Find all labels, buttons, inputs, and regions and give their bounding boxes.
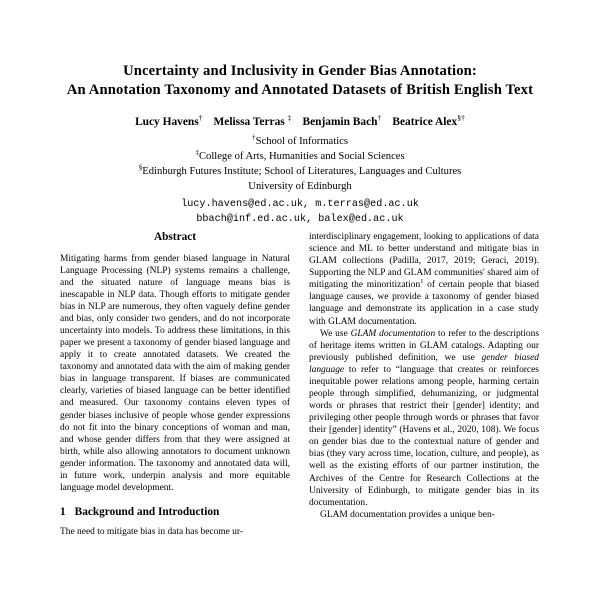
term-gender-biased-language: gender biased language — [309, 352, 539, 375]
author-3-marker: † — [377, 112, 382, 122]
paper-header — [0, 0, 600, 228]
right-para-2-seg-3: to refer to “language that creates or reinforces inequitable power relations among people, harming certain people through simplified, dehumanizing, or judgmental words or phrases that restrict their [gender] identity; and privileging other people through words or phrases that favor their [gender] identity” (Havens et al., 2020, 108). We focus on gender bias due to the contextual nature of gender and bias (they vary across time, location, culture, and people), as well as the existing efforts of our partner institution, the Archives of the Centre for Research Collections at the University of Edinburgh, to mitigate gender bias in its documentation. — [309, 364, 539, 508]
affiliation-3-text: Edinburgh Futures Institute; School of Literatures, Languages and Cultures — [142, 166, 462, 178]
title-line-1: Uncertainty and Inclusivity in Gender Bias Annotation: — [123, 63, 477, 79]
right-para-1-suffix: of certain people that biased language causes, we provide a taxonomy of gender biased language and demonstrate its application in a case study with GLAM documentation. — [309, 280, 539, 327]
email-line-2: bbach@inf.ed.ac.uk, balex@ed.ac.uk — [196, 214, 404, 226]
abstract-text: Mitigating harms from gender biased language in Natural Language Processing (NLP) systems remains a challenge, and the situated nature of language means bias is inescapable in NLP data. Though efforts to mitigate gender bias in NLP are numerous, they often vaguely define gender and bias, only consider two genders, and do not incorporate uncertainty into models. To address these limitations, in this paper we present a taxonomy of gender biased language and apply it to create annotated datasets. We created the taxonomy and annotated data with the aim of making gender bias in language transparent. If biases are communicated clearly, varieties of biased language can be better identified and measured. Our taxonomy contains eleven types of gender biases inclusive of people whose gender expressions do not fit into the binary conceptions of woman and man, and whose gender differs from that they were assigned at birth, while also allowing annotators to document unknown gender information. The taxonomy and annotated data will, in future work, underpin analysis and more equitable language model development. — [60, 253, 290, 494]
abstract-heading: Abstract — [153, 231, 197, 243]
body-columns — [0, 231, 600, 600]
affiliation-1-marker: † — [252, 133, 256, 142]
affiliation-3-marker: § — [138, 163, 143, 172]
right-column — [309, 231, 539, 600]
right-para-2-seg-1: We use — [320, 328, 351, 339]
author-3 — [302, 112, 382, 128]
affiliation-2-marker: ‡ — [195, 148, 199, 157]
author-4-marker: §† — [457, 112, 465, 122]
affiliation-1-text: School of Informatics — [255, 136, 348, 148]
title-line-2: An Annotation Taxonomy and Annotated Datasets of British English Text — [66, 82, 534, 99]
affiliation-4 — [62, 179, 538, 194]
left-column — [60, 231, 290, 600]
affiliation-3 — [62, 164, 538, 179]
author-2 — [213, 112, 292, 128]
right-paragraph-3: GLAM documentation provides a unique ben- — [320, 509, 495, 520]
affiliation-list — [62, 134, 538, 194]
author-4-name: Beatrice Alex — [392, 115, 458, 128]
page-title — [62, 62, 538, 101]
section-1-paragraph: The need to mitigate bias in data has become ur- — [60, 526, 243, 537]
author-2-marker: ‡ — [287, 112, 292, 122]
section-number: 1 — [60, 506, 66, 519]
right-paragraph-2 — [309, 328, 539, 509]
author-4 — [392, 112, 465, 128]
email-list — [62, 198, 538, 227]
author-2-name: Melissa Terras — [213, 115, 288, 128]
affiliation-1 — [62, 134, 538, 149]
section-heading-1 — [60, 506, 290, 520]
right-para-1-prefix: interdisciplinary engagement, looking to applications of data science and ML to better understand and mitigate bias in GLAM collections (Padilla, 2017, 2019; Geraci, 2019). Supporting the NLP and GLAM communities' shared aim of mitigating the minoritization — [309, 232, 539, 291]
affiliation-2-text: College of Arts, Humanities and Social Sciences — [198, 151, 405, 163]
term-glam-documentation: GLAM documentation — [350, 328, 436, 339]
email-line-1: lucy.havens@ed.ac.uk, m.terras@ed.ac.uk — [181, 199, 419, 211]
author-list — [62, 112, 538, 130]
affiliation-2 — [62, 149, 538, 164]
right-paragraph-continued — [309, 231, 539, 328]
author-1-marker: † — [198, 112, 203, 122]
author-3-name: Benjamin Bach — [302, 115, 378, 128]
author-1 — [135, 112, 203, 128]
right-para-2-seg-2: to refer to the descriptions of heritage items written in GLAM catalogs. Adapting our previously published definition, we use — [309, 328, 539, 363]
author-1-name: Lucy Havens — [135, 115, 199, 128]
footnote-marker: 1 — [420, 278, 424, 286]
affiliation-4-text: University of Edinburgh — [248, 181, 352, 193]
section-title: Background and Introduction — [74, 506, 220, 519]
